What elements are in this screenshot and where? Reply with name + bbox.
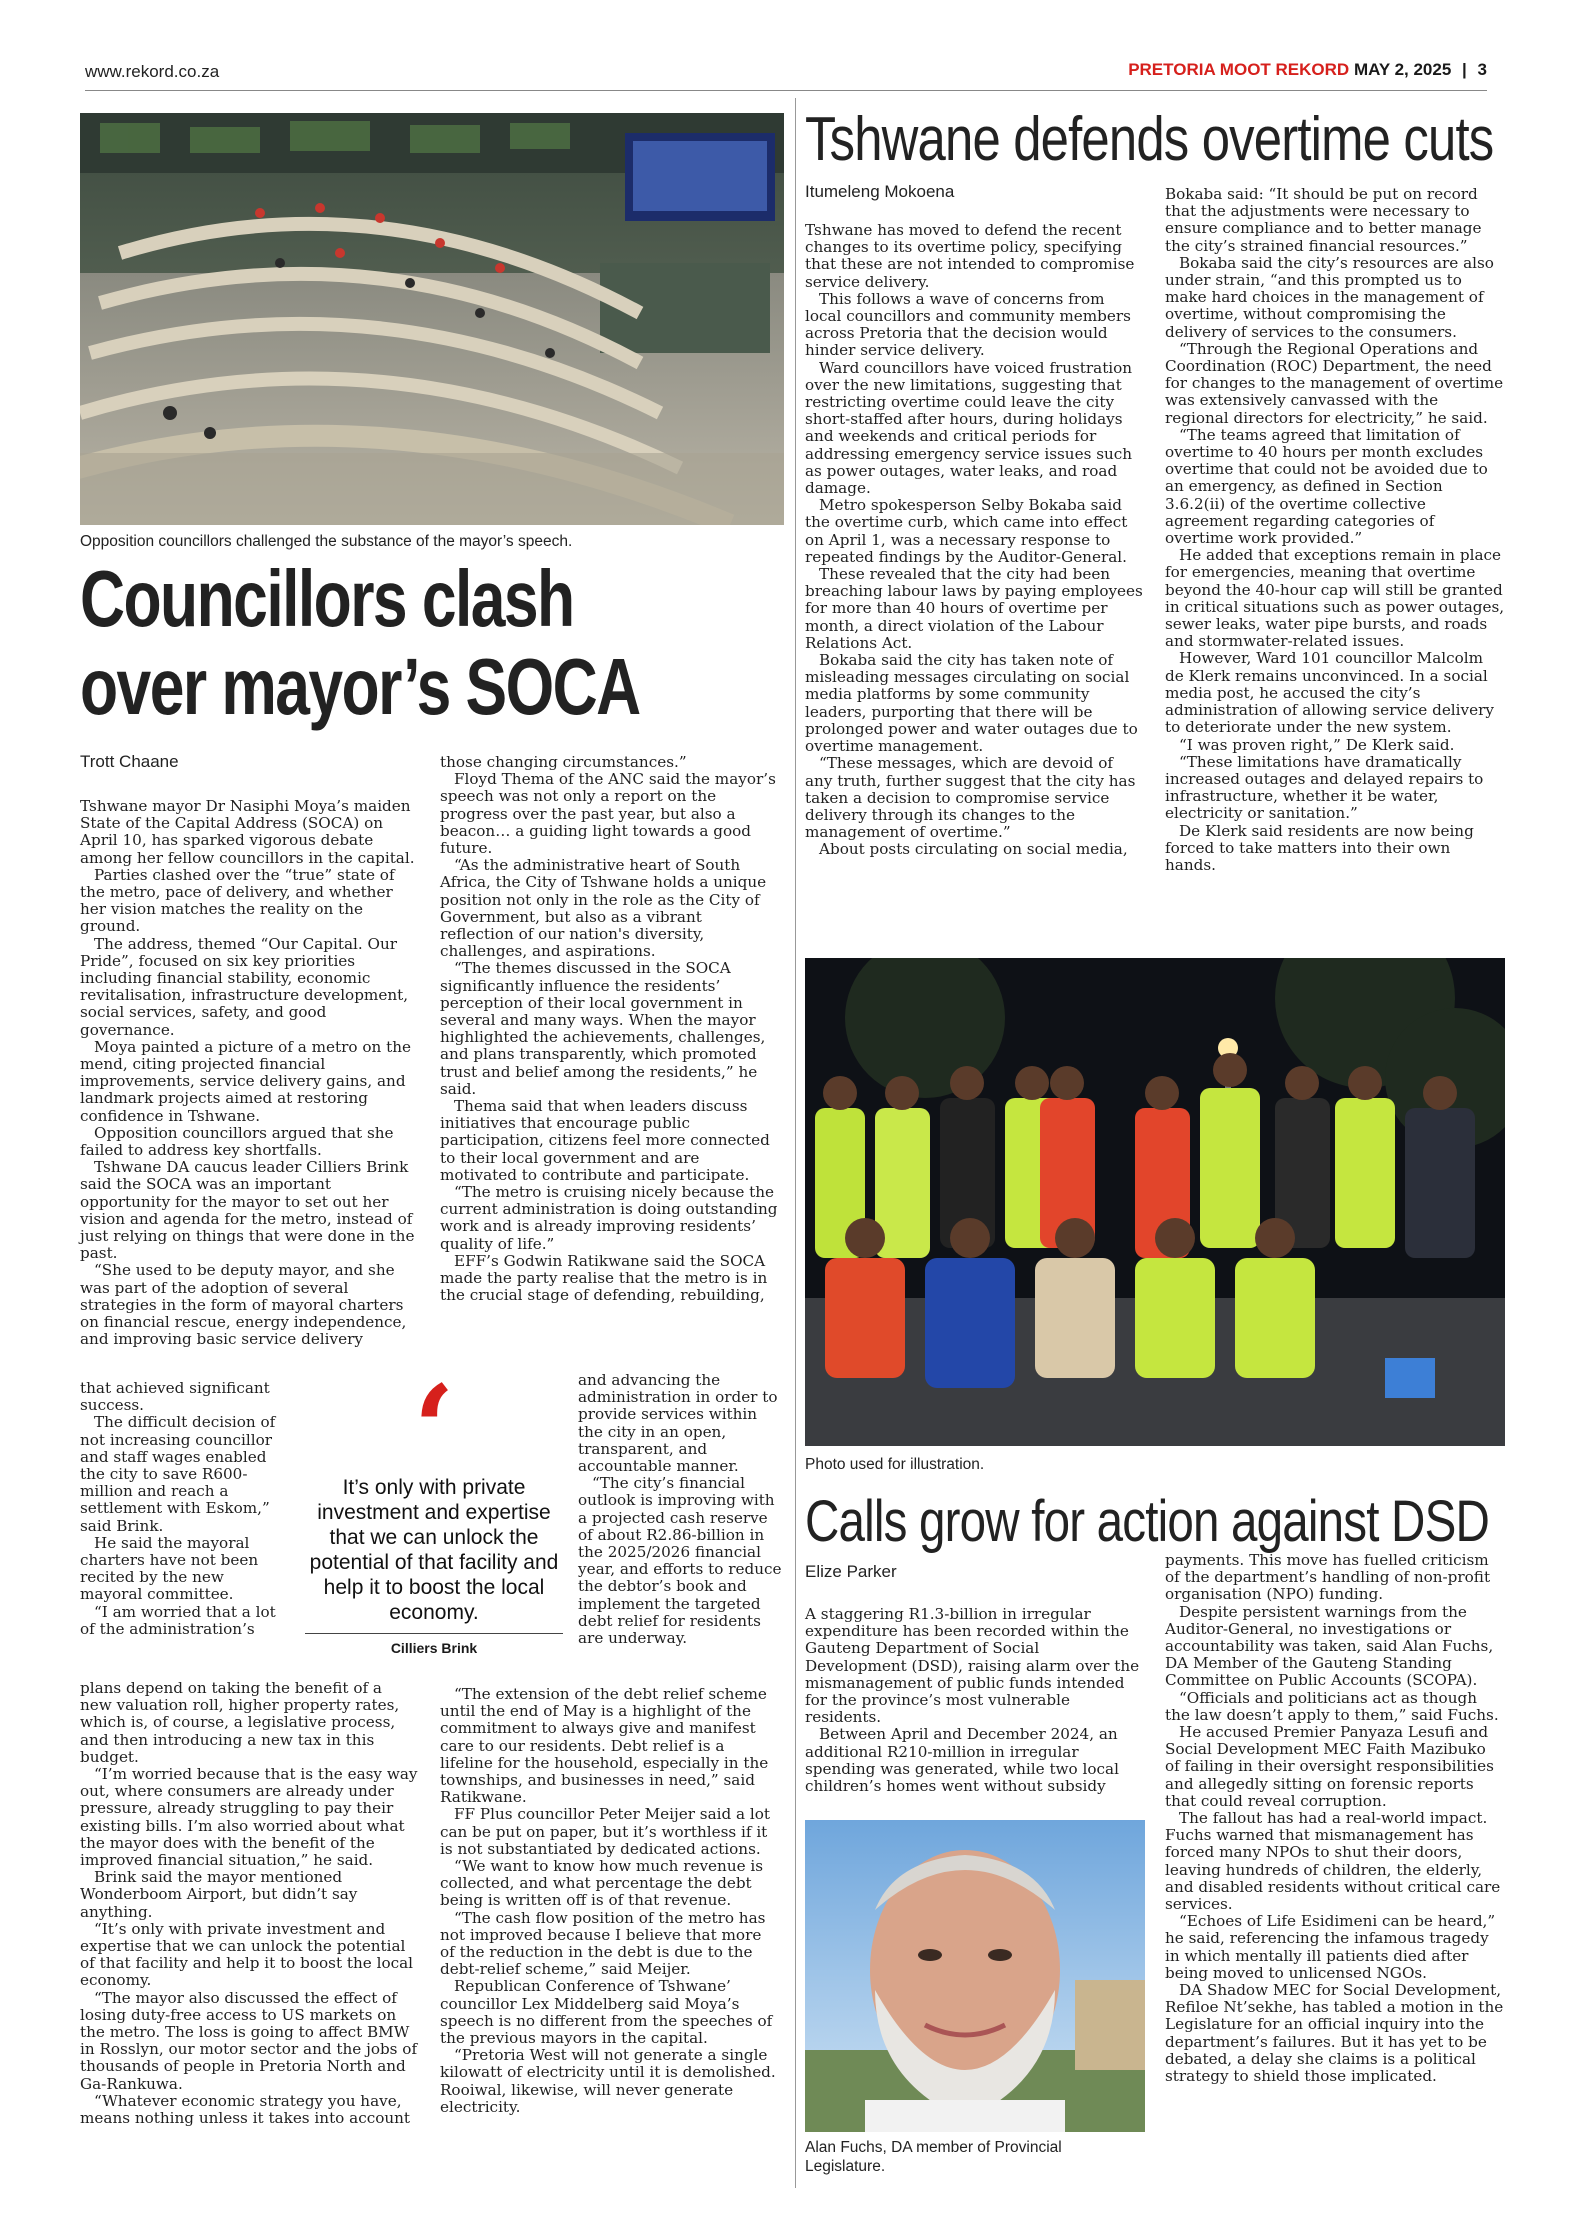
paragraph: “Officials and politicians act as though the law doesn’t apply to them,” said Fuchs. [1165, 1688, 1499, 1724]
story1-column2-bottom [440, 1686, 780, 2116]
paragraph: plans depend on taking the benefit of a new valuation roll, higher property rates, which is, of course, a legislative process, and then introducing a new tax in this budget. [80, 1679, 400, 1766]
council-chamber-illustration [80, 113, 784, 525]
story1-column1-bottom [80, 1680, 418, 2127]
story3-column2 [1165, 1552, 1505, 2085]
paragraph: “The themes discussed in the SOCA significantly influence the residents’ perception of their local government in several and many ways. When the mayor highlighted the achievements, challenges, and plans transparently, which promoted trust and belief among the residents,” he said. [440, 959, 766, 1098]
paragraph: Republican Conference of Tshwane’ councillor Lex Middelberg said Moya’s speech is no different from the speeches of the previous mayors in the capital. [440, 1977, 773, 2048]
portrait-illustration [805, 1820, 1145, 2132]
paragraph: “The cash flow position of the metro has not improved because I believe that more of the reduction in the debt is due to the debt-relief scheme,” said Meijer. [440, 1908, 766, 1979]
story3-column1 [805, 1606, 1145, 1795]
paragraph: Bokaba said the city’s resources are also under strain, “and this prompted us to make hard choices in the management of overtime, without compromising the delivery of services to the consumers. [1165, 253, 1494, 341]
story2-byline: Itumeleng Mokoena [805, 182, 955, 201]
story1-byline: Trott Chaane [80, 752, 179, 771]
header-divider [85, 90, 1487, 91]
page-number: 3 [1477, 60, 1487, 79]
story1-column1-top [80, 798, 418, 1349]
paragraph: EFF’s Godwin Ratikwane said the SOCA made the party realise that the metro is in the crucial stage of defending, rebuilding, [440, 1251, 768, 1305]
paragraph: those changing circumstances.” [440, 753, 687, 771]
paragraph: De Klerk said residents are now being forced to take matters into their own hands. [1165, 821, 1474, 874]
paragraph: “I’m worried because that is the easy way out, where consumers are already under pressure, already struggling to pay their existing bills. I’m also worried about what the mayor does with the benefit of the improved financial situation,” he said. [80, 1765, 418, 1870]
paragraph: “I was proven right,” De Klerk said. [1179, 735, 1455, 754]
paragraph: Floyd Thema of the ANC said the mayor’s speech was not only a report on the progress over the past year, but also a beacon… a guiding light towards a good future. [440, 770, 776, 858]
paragraph: Metro spokesperson Selby Bokaba said the overtime curb, which came into effect on April 1, was a necessary response to repeated findings by the Auditor-General. [805, 496, 1128, 566]
story1-headline-line1: Councillors clash [80, 554, 574, 643]
paragraph: He accused Premier Panyaza Lesufi and Social Development MEC Faith Mazibuko of failing in their oversight responsibilities and allegedly sitting on forensic reports that could reveal corruption. [1165, 1723, 1494, 1810]
paragraph: He added that exceptions remain in place for emergencies, meaning that overtime beyond the 40-hour cap will still be granted in critical situations such as power outages, sewer leaks, water pipe bursts, and roads and stormwater-related issues. [1165, 546, 1505, 651]
paragraph: Tshwane DA caucus leader Cilliers Brink said the SOCA was an important opportunity for the mayor to set out her vision and agenda for the metro, instead of just relying on things that were done in the past. [80, 1158, 415, 1263]
paragraph: Opposition councillors argued that she failed to address key shortfalls. [80, 1123, 394, 1160]
paragraph: DA Shadow MEC for Social Development, Refiloe Nt’sekhe, has tabled a motion in the Legislature for an official inquiry into the department’s failures. But it has yet to be debated, a delay she claims is a political strategy to shield those implicated. [1165, 1981, 1504, 2086]
paragraph: A staggering R1.3-billion in irregular expenditure has been recorded within the Gauteng Department of Social Development (DSD), raising alarm over the mismanagement of public funds intended for the province’s most vulnerable residents. [805, 1605, 1140, 1727]
paragraph: This follows a wave of concerns from local councillors and community members across Pretoria that the decision would hinder service delivery. [805, 289, 1131, 360]
paragraph: These revealed that the city had been breaching labour laws by paying employees for more than 40 hours of overtime per month, a direct violation of the Labour Relations Act. [805, 565, 1143, 652]
page-header-info [1128, 60, 1487, 80]
pull-quote-author: Cilliers Brink [390, 1640, 478, 1656]
paragraph: that achieved significant success. [80, 1379, 270, 1415]
work-crew-photo [805, 958, 1505, 1446]
paragraph: “These messages, which are devoid of any truth, further suggest that the city has taken a decision to compromise service delivery through its changes to the management of overtime.” [805, 754, 1136, 842]
story1-photo-caption: Opposition councillors challenged the substance of the mayor’s speech. [80, 533, 573, 550]
paragraph: Bokaba said: “It should be put on record that the adjustments were necessary to ensure compliance and to better manage the city’s strained financial resources.” [1165, 185, 1482, 255]
paragraph: However, Ward 101 councillor Malcolm de Klerk remains unconvinced. In a social media post, he accused the city’s administration of allowing service delivery to deteriorate under the new system. [1165, 649, 1494, 737]
paragraph: “These limitations have dramatically increased outages and delayed repairs to infrastructure, whether it be water, electricity or sanitation.” [1165, 752, 1484, 823]
paragraph: “Whatever economic strategy you have, means nothing unless it takes into account [80, 2091, 411, 2128]
story2-photo-caption: Photo used for illustration. [805, 1456, 985, 1473]
paragraph: Parties clashed over the “true” state of the metro, pace of delivery, and whether her vision matches the reality on the ground. [80, 865, 395, 936]
paragraph: Between April and December 2024, an additional R210-million in irregular spending was generated, while two local children’s homes went without subsidy [805, 1725, 1119, 1796]
paragraph: “I am worried that a lot of the administration’s [80, 1602, 276, 1638]
paragraph: The fallout has had a real-world impact. Fuchs warned that mismanagement has forced many NPOs to shut their doors, leaving hundreds of children, the elderly, and disabled residents without critical care services. [1165, 1809, 1501, 1914]
story1-column2-top [440, 754, 780, 1305]
paragraph: Bokaba said the city has taken note of misleading messages circulating on social media platforms by some community leaders, purporting that there will be prolonged power and water outages due to overtime management. [805, 651, 1138, 756]
paragraph: Moya painted a picture of a metro on the mend, citing projected financial improvements, service delivery gains, and landmark projects aimed at restoring confidence in Tshwane. [80, 1037, 411, 1125]
paragraph: “Through the Regional Operations and Coordination (ROC) Department, the need for changes to the management of overtime was extensively canvassed with the regional directors for electricity,” he said. [1165, 339, 1504, 427]
paragraph: “We want to know how much revenue is collected, and what percentage the debt being is written off is of that revenue. [440, 1857, 764, 1910]
issue-date: MAY 2, 2025 [1353, 60, 1452, 79]
website-url: www.rekord.co.za [85, 62, 220, 81]
story3-headline: Calls grow for action against DSD [805, 1489, 1489, 1554]
pull-quote-text: It’s only with private investment and expertise that we can unlock the potential of that facility and help it to boost the local economy. [309, 1476, 559, 1624]
paragraph: “The teams agreed that limitation of overtime to 40 hours per month excludes overtime that could not be avoided due to an emergency, as defined in Section 3.6.2(ii) of the overtime collective agreement regarding categories of overtime work provided.” [1165, 425, 1488, 548]
paragraph: and advancing the administration in order to provide services within the city in an open, transparent, and accountable manner. [578, 1371, 778, 1476]
paragraph: “She used to be deputy mayor, and she was part of the adoption of several strategies in the form of mayoral charters on financial rescue, energy independence, and improving basic service delivery [80, 1261, 407, 1349]
pull-quote [305, 1359, 563, 1656]
work-crew-illustration [805, 958, 1505, 1446]
paragraph: Brink said the mayor mentioned Wonderboom Airport, but didn’t say anything. [80, 1868, 358, 1921]
paragraph: “As the administrative heart of South Africa, the City of Tshwane holds a unique position not only in the role as the City of Government, but also as a vibrant reflection of our nation's diversity, challenges, and aspirations. [440, 856, 767, 961]
paragraph: The address, themed “Our Capital. Our Pride”, focused on six key priorities including financial stability, economic revitalisation, infrastructure development, social services, safety, and good governance. [80, 934, 409, 1039]
story1-headline-line2: over mayor’s SOCA [80, 642, 640, 731]
quote-mark-icon: ‘ [413, 1359, 455, 1500]
story1-column2-narrow [578, 1372, 782, 1647]
story3-photo-caption: Alan Fuchs, DA member of Provincial Legislature. [805, 2139, 1062, 2175]
paragraph: “Echoes of Life Esidimeni can be heard,” he said, referencing the infamous tragedy in which mentally ill patients died after being moved to unlicensed NGOs. [1165, 1912, 1496, 1982]
paragraph: “The metro is cruising nicely because the current administration is doing outstanding work and is already improving residents’ quality of life.” [440, 1183, 778, 1253]
column-divider [795, 98, 796, 2188]
paragraph: The difficult decision of not increasing councillor and staff wages enabled the city to save R600-million and reach a settlement with Eskom,” said Brink. [80, 1413, 276, 1535]
paragraph: Despite persistent warnings from the Auditor-General, no investigations or accountability was taken, said Alan Fuchs, DA Member of the Gauteng Standing Committee on Public Accounts (SCOPA). [1165, 1602, 1494, 1690]
paragraph: “The mayor also discussed the effect of losing duty-free access to US markets on the metro. The loss is going to affect BMW in Rosslyn, our motor sector and the jobs of thousands of people in Pretoria North and Ga-Rankuwa. [80, 1988, 418, 2093]
paragraph: About posts circulating on social media, [819, 840, 1128, 859]
paragraph: “It’s only with private investment and expertise that we can unlock the potential of that facility and help it to boost the local economy. [80, 1919, 414, 1990]
paragraph: “The city’s financial outlook is improving with a projected cash reserve of about R2.86-billion in the 2025/2026 financial year, and efforts to reduce the debtor’s book and implement the targeted debt relief for residents are underway. [578, 1474, 782, 1648]
paragraph: He said the mayoral charters have not been recited by the new mayoral committee. [80, 1533, 259, 1604]
story1-column1-narrow [80, 1380, 280, 1638]
story2-column2 [1165, 186, 1505, 874]
story2-column1 [805, 222, 1145, 859]
council-chamber-photo [80, 113, 784, 525]
paragraph: “The extension of the debt relief scheme until the end of May is a highlight of the commitment to always give and manifest care to our residents. Debt relief is a lifeline for the household, especially in the townships, and businesses in need,” said Ratikwane. [440, 1685, 769, 1807]
paragraph: FF Plus councillor Peter Meijer said a lot can be put on paper, but it’s worthless if it is not substantiated by dedicated actions. [440, 1805, 771, 1858]
paragraph: payments. This move has fuelled criticism of the department’s handling of non-profit organisation (NPO) funding. [1165, 1551, 1491, 1604]
pull-quote-rule [305, 1633, 563, 1634]
paragraph: Thema said that when leaders discuss initiatives that encourage public participation, citizens feel more connected to their local government and are motivated to contribute and participate. [440, 1097, 770, 1184]
paragraph: Tshwane has moved to defend the recent changes to its overtime policy, specifying that these are not intended to compromise service delivery. [805, 221, 1135, 291]
paragraph: Tshwane mayor Dr Nasiphi Moya’s maiden State of the Capital Address (SOCA) on April 10, has sparked vigorous debate among her fellow councillors in the capital. [80, 797, 415, 867]
header-separator: | [1462, 60, 1467, 79]
story2-headline: Tshwane defends overtime cuts [805, 105, 1494, 174]
story3-byline: Elize Parker [805, 1562, 897, 1581]
alan-fuchs-portrait [805, 1820, 1145, 2132]
publication-name: PRETORIA MOOT REKORD [1128, 60, 1350, 79]
paragraph: “Pretoria West will not generate a single kilowatt of electricity until it is demolished. Rooiwal, likewise, will never generate electricity. [440, 2046, 776, 2116]
paragraph: Ward councillors have voiced frustration over the new limitations, suggesting that restricting overtime could leave the city short-staffed after hours, during holidays and weekends and critical periods for addressing emergency service issues such as power outages, water leaks, and road damage. [805, 358, 1133, 498]
